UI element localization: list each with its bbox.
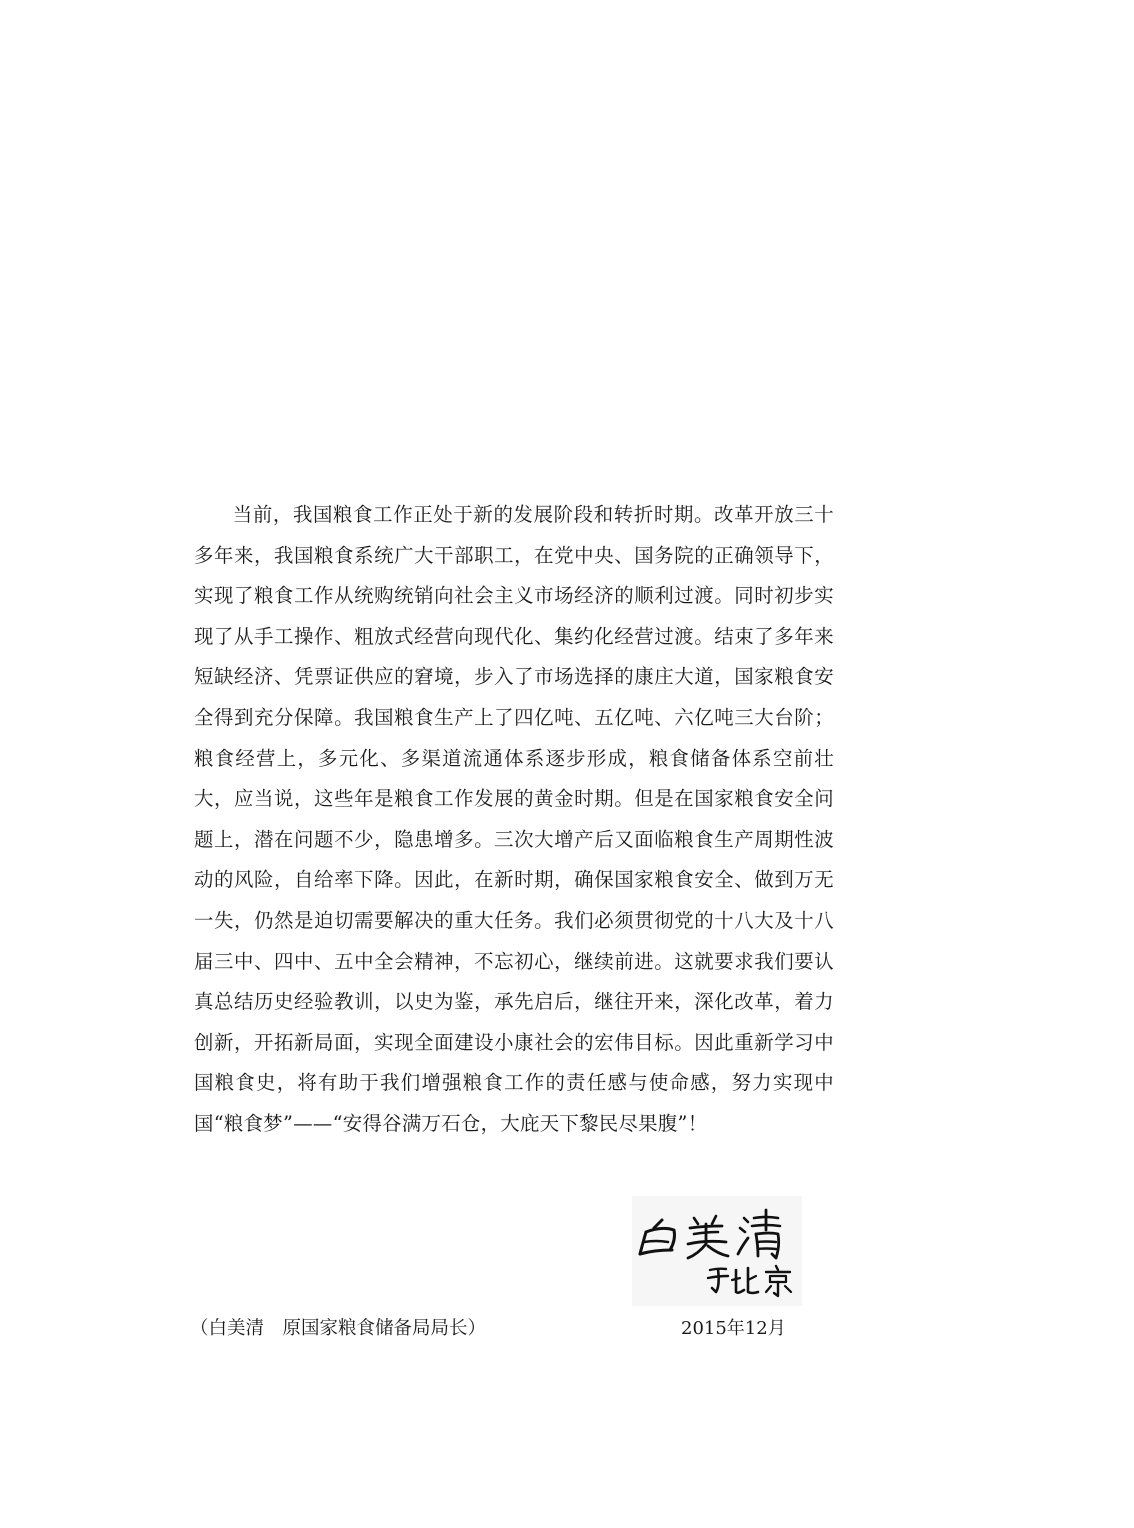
preface-body-text: 当前，我国粮食工作正处于新的发展阶段和转折时期。改革开放三十多年来，我国粮食系统广大干部职工，在党中央、国务院的正确领导下，实现了粮食工作从统购统销向社会主义市场经济的顺利过渡。同时初步实现了从手工操作、粗放式经营向现代化、集约化经营过渡。结束了多年来短缺经济、凭票证供应的窘境，步入了市场选择的康庄大道，国家粮食安全得到充分保障。我国粮食生产上了四亿吨、五亿吨、六亿吨三大台阶；粮食经营上，多元化、多渠道流通体系逐步形成，粮食储备体系空前壮大，应当说，这些年是粮食工作发展的黄金时期。但是在国家粮食安全问题上，潜在问题不少，隐患增多。三次大增产后又面临粮食生产周期性波动的风险，自给率下降。因此，在新时期，确保国家粮食安全、做到万无一失，仍然是迫切需要解决的重大任务。我们必须贯彻党的十八大及十八届三中、四中、五中全会精神，不忘初心，继续前进。这就要求我们要认真总结历史经验教训，以史为鉴，承先启后，继往开来，深化改革，着力创新，开拓新局面，实现全面建设小康社会的宏伟目标。因此重新学习中国粮食史，将有助于我们增强粮食工作的责任感与使命感，努力实现中国“粮食梦”——“安得谷满万石仓，大庇天下黎民尽果腹”！ <box>194 503 834 1135</box>
signature-date: 2015年12月 <box>681 1318 786 1339</box>
signature-strokes <box>632 1196 802 1306</box>
author-affiliation-note: （白美清 原国家粮食储备局局长） <box>190 1318 487 1339</box>
handwritten-signature <box>632 1196 802 1306</box>
